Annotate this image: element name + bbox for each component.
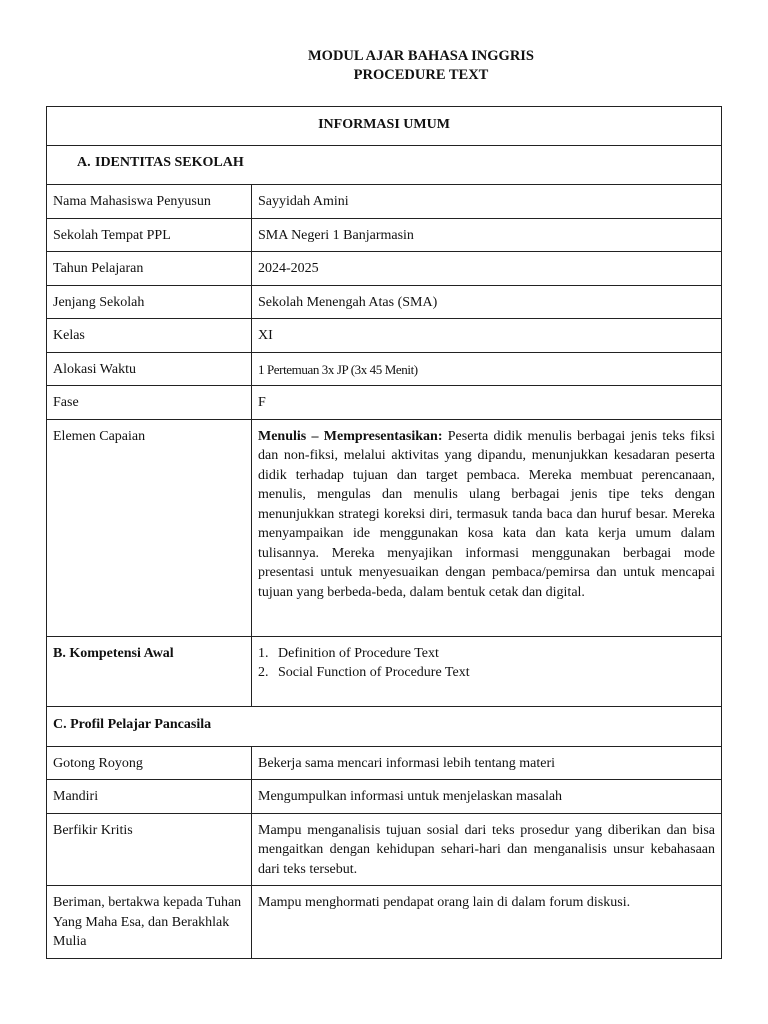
table-row xyxy=(47,252,722,286)
table-row xyxy=(47,886,722,959)
row-value: Sayyidah Amini xyxy=(252,185,722,219)
list-item xyxy=(258,663,715,683)
row-value: Mampu menganalisis tujuan sosial dari teks prosedur yang diberikan dan bisa mengaitkan dengan kehidupan sehari-hari dan menganalisis unsur kebahasaan dari teks tersebut. xyxy=(252,813,722,886)
list-number: 2. xyxy=(258,665,269,680)
list-text: Definition of Procedure Text xyxy=(278,645,439,661)
document-title xyxy=(0,47,768,85)
kompetensi-awal-value xyxy=(252,636,722,706)
kompetensi-list xyxy=(258,644,715,683)
row-label: Kelas xyxy=(47,319,252,353)
row-label: Mandiri xyxy=(47,780,252,814)
row-value: XI xyxy=(252,319,722,353)
table-header: INFORMASI UMUM xyxy=(47,107,722,146)
row-label: Berfikir Kritis xyxy=(47,813,252,886)
table-row xyxy=(47,813,722,886)
list-number: 1. xyxy=(258,645,269,661)
list-text: Social Function of Procedure Text xyxy=(278,665,470,680)
row-label: Nama Mahasiswa Penyusun xyxy=(47,185,252,219)
elemen-capaian-label: Elemen Capaian xyxy=(47,419,252,636)
elemen-capaian-text: Peserta didik menulis berbagai jenis teks fiksi dan non-fiksi, melalui aktivitas yang dipandu, menunjukkan kesadaran peserta didik terhadap tujuan dan target pembaca. Mereka membuat perencanaan, menulis, mengulas dan menulis ulang berbagai jenis tipe teks dengan menunjukkan strategi koreksi diri, termasuk tanda baca dan huruf besar. Mereka menyampaikan ide menggunakan kosa kata dan kata kerja umum dalam tulisannya. Mereka menyajikan informasi menggunakan berbagai mode presentasi untuk menyesuaikan dengan pembaca/pemirsa dan untuk mencapai tujuan yang berbeda-beda, dalam bentuk cetak dan digital. xyxy=(258,428,716,600)
section-a-letter: A. xyxy=(77,155,91,170)
row-label: Alokasi Waktu xyxy=(47,352,252,386)
row-label: Fase xyxy=(47,386,252,420)
table-row xyxy=(47,218,722,252)
table-row xyxy=(47,746,722,780)
kompetensi-awal-row xyxy=(47,636,722,706)
table-row xyxy=(47,285,722,319)
row-label: Sekolah Tempat PPL xyxy=(47,218,252,252)
table-row xyxy=(47,386,722,420)
table-row xyxy=(47,780,722,814)
row-value: F xyxy=(252,386,722,420)
row-label: Beriman, bertakwa kepada Tuhan Yang Maha Esa, dan Berakhlak Mulia xyxy=(47,886,252,959)
table-row xyxy=(47,319,722,353)
row-label: Jenjang Sekolah xyxy=(47,285,252,319)
row-value: Mampu menghormati pendapat orang lain di dalam forum diskusi. xyxy=(252,886,722,959)
kompetensi-awal-label: B. Kompetensi Awal xyxy=(47,636,252,706)
section-a-title: IDENTITAS SEKOLAH xyxy=(95,155,244,170)
list-item xyxy=(258,644,715,664)
informasi-umum-table xyxy=(46,106,722,959)
title-line-2: PROCEDURE TEXT xyxy=(353,67,489,83)
row-value: Mengumpulkan informasi untuk menjelaskan masalah xyxy=(252,780,722,814)
title-line-1: MODUL AJAR BAHASA INGGRIS xyxy=(308,48,534,64)
elemen-capaian-value xyxy=(252,419,722,636)
row-value: Sekolah Menengah Atas (SMA) xyxy=(252,285,722,319)
row-value: SMA Negeri 1 Banjarmasin xyxy=(252,218,722,252)
section-a-heading xyxy=(47,146,722,185)
row-value: 2024-2025 xyxy=(252,252,722,286)
row-label: Gotong Royong xyxy=(47,746,252,780)
elemen-capaian-row xyxy=(47,419,722,636)
section-c-heading: C. Profil Pelajar Pancasila xyxy=(47,706,722,746)
table-row xyxy=(47,185,722,219)
row-value: 1 Pertemuan 3x JP (3x 45 Menit) xyxy=(252,352,722,386)
table-row xyxy=(47,352,722,386)
elemen-capaian-lead: Menulis – Mempresentasikan: xyxy=(258,428,443,444)
row-value: Bekerja sama mencari informasi lebih tentang materi xyxy=(252,746,722,780)
row-label: Tahun Pelajaran xyxy=(47,252,252,286)
